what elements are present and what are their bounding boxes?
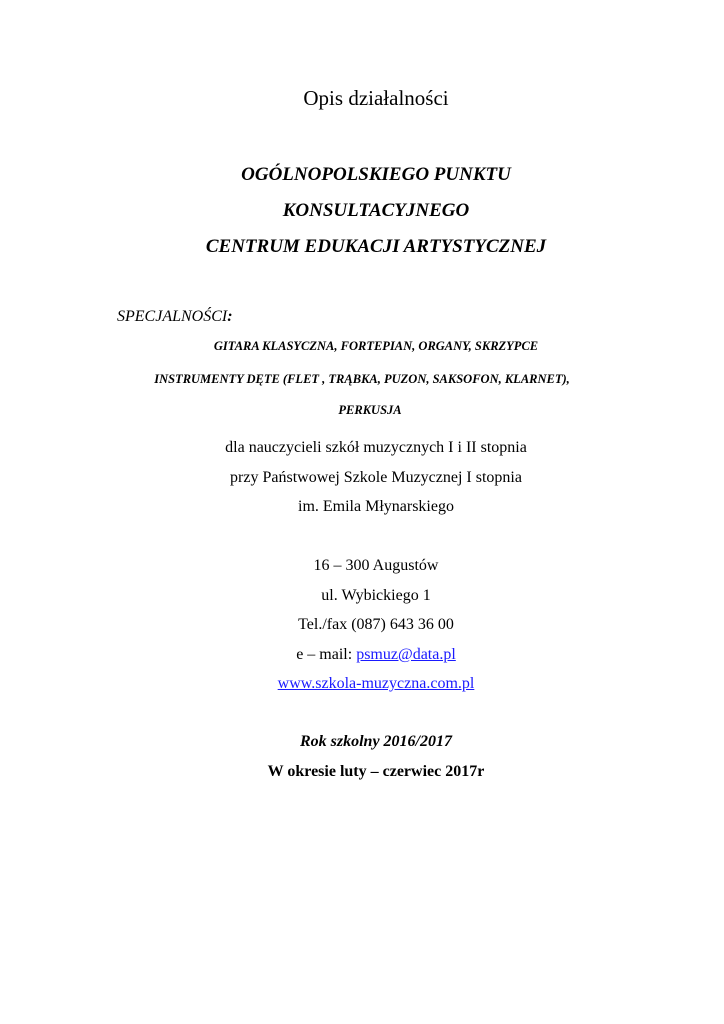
email-prefix: e – mail: — [296, 646, 357, 663]
website-link[interactable]: www.szkola-muzyczna.com.pl — [277, 675, 475, 692]
website-line — [14, 675, 724, 693]
email-link[interactable]: psmuz@data.pl — [356, 646, 456, 663]
heading-line-3: CENTRUM EDUKACJI ARTYSTYCZNEJ — [205, 236, 547, 257]
specialties-label-text: SPECJALNOŚCI — [117, 308, 228, 325]
school-year: Rok szkolny 2016/2017 — [299, 733, 452, 750]
specialties-label — [117, 308, 233, 326]
specialties-line-3: PERKUSJA — [338, 403, 402, 417]
specialties-line-1: GITARA KLASYCZNA, FORTEPIAN, ORGANY, SKRZYPCE — [213, 339, 539, 353]
address-email-line — [14, 646, 724, 664]
heading-line-1: OGÓLNOPOLSKIEGO PUNKTU — [241, 164, 511, 185]
address-phone: Tel./fax (087) 643 36 00 — [298, 616, 454, 633]
specialties-line-2: INSTRUMENTY DĘTE (FLET , TRĄBKA, PUZON, SAKSOFON, KLARNET), — [154, 372, 570, 386]
specialties-label-colon: : — [227, 308, 233, 325]
heading-line-2: KONSULTACYJNEGO — [282, 200, 470, 221]
audience-line-1: dla nauczycieli szkół muzycznych I i II stopnia — [225, 439, 527, 456]
audience-line-3: im. Emila Młynarskiego — [298, 498, 454, 515]
document-title: Opis działalności — [303, 86, 449, 110]
period: W okresie luty – czerwiec 2017r — [267, 763, 485, 780]
address-postal: 16 – 300 Augustów — [313, 557, 439, 574]
address-street: ul. Wybickiego 1 — [321, 587, 431, 604]
audience-line-2: przy Państwowej Szkole Muzycznej I stopnia — [230, 469, 522, 486]
